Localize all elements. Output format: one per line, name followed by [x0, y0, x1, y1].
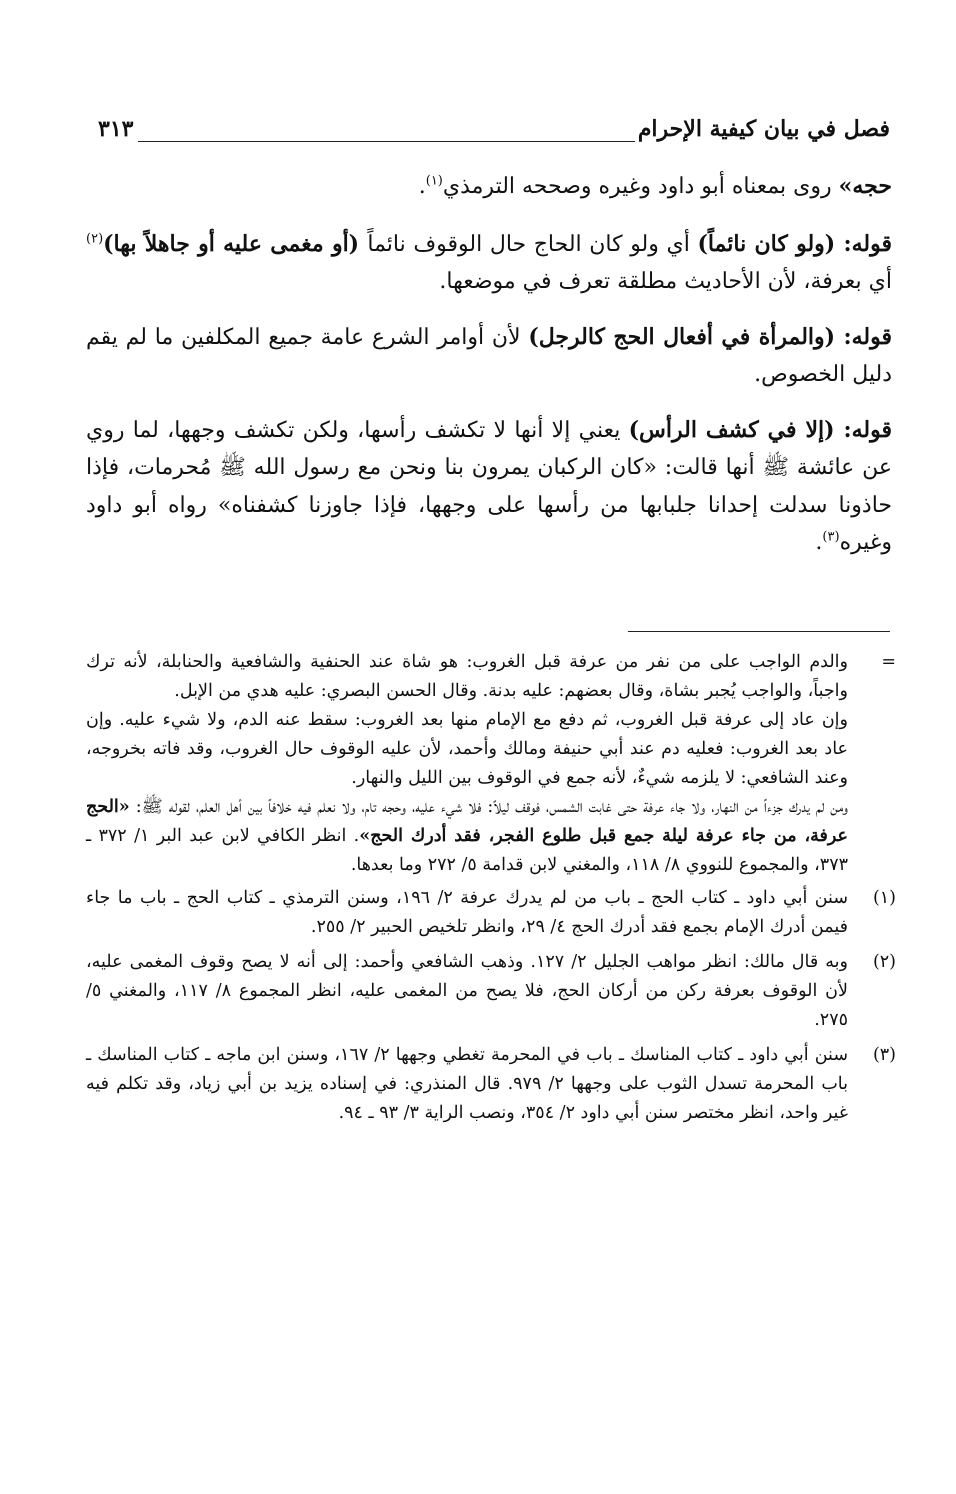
footnote-number: (٣) — [872, 1045, 896, 1065]
quoted-phrase: (إلا في كشف الرأس) — [628, 416, 844, 443]
keyword-qawluhu: قوله: — [843, 416, 892, 443]
footnote-text-part: ومن لم يدرك جزءاً من النهار، ولا جاء عرفة حتى غابت الشمس، فوقف ليلاً: فلا شيء عليه، وحجه تام، ولا نعلم فيه خلافاً بين أهل العلم، لقوله ﷺ: — [129, 797, 848, 817]
footnote-text: سنن أبي داود ـ كتاب الحج ـ باب من لم يدرك عرفة ٢/ ١٩٦، وسنن الترمذي ـ كتاب الحج ـ باب ما جاء فيمن أدرك الإمام بجمع فقد أدرك الحج ٤/ ٢٩، وانظر تلخيص الحبير ٢/ ٢٥٥. — [86, 888, 848, 937]
paragraph-end: . — [418, 174, 426, 199]
paragraph-3 — [86, 319, 892, 394]
paragraph-text: يعني إلا أنها لا تكشف رأسها، ولكن تكشف وجهها، لما روي عن عائشة ﷺ أنها قالت: «كان الركبان يمرون بنا ونحن مع رسول الله ﷺ مُحرمات، فإذا حاذونا سدلت إحدانا جلبابها من رأسها على وجهها، فإذا جاوزنا كشفناه» رواه أبو داود وغيره — [86, 417, 892, 555]
quoted-phrase: (أو مغمى عليه أو جاهلاً بها) — [103, 230, 368, 257]
lead-word: حجه» — [838, 173, 892, 199]
running-header — [98, 116, 890, 152]
footnote-text — [86, 793, 848, 880]
footnote-2 — [86, 948, 896, 1035]
footnote-number: (١) — [872, 888, 896, 908]
keyword-qawluhu: قوله: — [843, 323, 892, 350]
paragraph-end: . — [815, 530, 823, 555]
paragraph-1 — [86, 168, 892, 206]
paragraph-text: أي بعرفة، لأن الأحاديث مطلقة تعرف في موضعها. — [439, 269, 892, 294]
keyword-qawluhu: قوله: — [843, 230, 892, 257]
footnote-ref-3: (٣) — [822, 529, 840, 545]
footnote-1 — [86, 884, 896, 942]
paragraph-2 — [86, 226, 892, 301]
footnote-number: (٢) — [872, 952, 896, 972]
page-number: ٣١٣ — [98, 116, 134, 142]
continuation-mark: = — [881, 652, 896, 672]
footnote-separator — [628, 631, 890, 632]
footnote-text: سنن أبي داود ـ كتاب المناسك ـ باب في المحرمة تغطي وجهها ٢/ ١٦٧، وسنن ابن ماجه ـ كتاب المناسك ـ باب المحرمة تسدل الثوب على وجهها ٢/ ٩٧٩. قال المنذري: في إسناده يزيد بن أبي زياد، وقد تكلم فيه غير واحد، انظر مختصر سنن أبي داود ٢/ ٣٥٤، ونصب الراية ٣/ ٩٣ ـ ٩٤. — [86, 1045, 848, 1123]
footnote-text-part: . انظر الكافي لابن عبد البر ١/ ٣٧٢ ـ ٣٧٣، والمجموع للنووي ٨/ ١١٨، والمغني لابن قدامة ٥/ ٢٧٢ وما بعدها. — [86, 826, 848, 875]
quoted-phrase: (والمرأة في أفعال الحج كالرجل) — [528, 323, 844, 350]
paragraph-text: روى بمعناه أبو داود وغيره وصححه الترمذي — [442, 174, 839, 199]
footnote-text: والدم الواجب على من نفر من عرفة قبل الغروب: هو شاة عند الحنفية والشافعية والحنابلة، لأنه ترك واجباً، والواجب يُجبر بشاة، وقال بعضهم: عليه بدنة. وقال الحسن البصري: عليه هدي من الإبل. — [86, 652, 848, 701]
paragraph-4 — [86, 412, 892, 562]
paragraph-text: أي ولو كان الحاج حال الوقوف نائماً — [367, 231, 698, 257]
footnote-3 — [86, 1041, 896, 1128]
footnote-text: وإن عاد إلى عرفة قبل الغروب، ثم دفع مع الإمام منها بعد الغروب: سقط عنه الدم، ولا شيء عليه. وإن عاد بعد الغروب: فعليه دم عند أبي حنيفة ومالك وأحمد، لأن عليه الوقوف حال الغروب، وقد فاته بخروجه، وعند الشافعي: لا يلزمه شيءٌ، لأنه جمع في الوقوف بين الليل والنهار. — [86, 710, 848, 788]
footnote-text: وبه قال مالك: انظر مواهب الجليل ٢/ ١٢٧. وذهب الشافعي وأحمد: إلى أنه لا يصح وقوف المغمى عليه، لأن الوقوف بعرفة ركن من أركان الحج، فلا يصح من المغمى عليه، انظر المجموع ٨/ ١١٧، والمغني ٥/ ٢٧٥. — [86, 952, 848, 1030]
hadith-quote: «الحج عرفة، من جاء عرفة ليلة جمع قبل طلوع الفجر، فقد أدرك الحج» — [86, 797, 848, 846]
footnote-ref-1: (١) — [425, 173, 443, 189]
footnotes — [86, 648, 896, 1134]
main-text — [86, 168, 892, 580]
header-rule — [138, 141, 635, 142]
quoted-phrase: (ولو كان نائماً) — [697, 230, 844, 257]
footnote-continuation — [86, 648, 896, 880]
footnote-ref-2: (٢) — [86, 231, 104, 247]
chapter-title: فصل في بيان كيفية الإحرام — [637, 116, 890, 142]
paragraph-text: لأن أوامر الشرع عامة جميع المكلفين ما لم يقم دليل الخصوص. — [86, 324, 892, 387]
